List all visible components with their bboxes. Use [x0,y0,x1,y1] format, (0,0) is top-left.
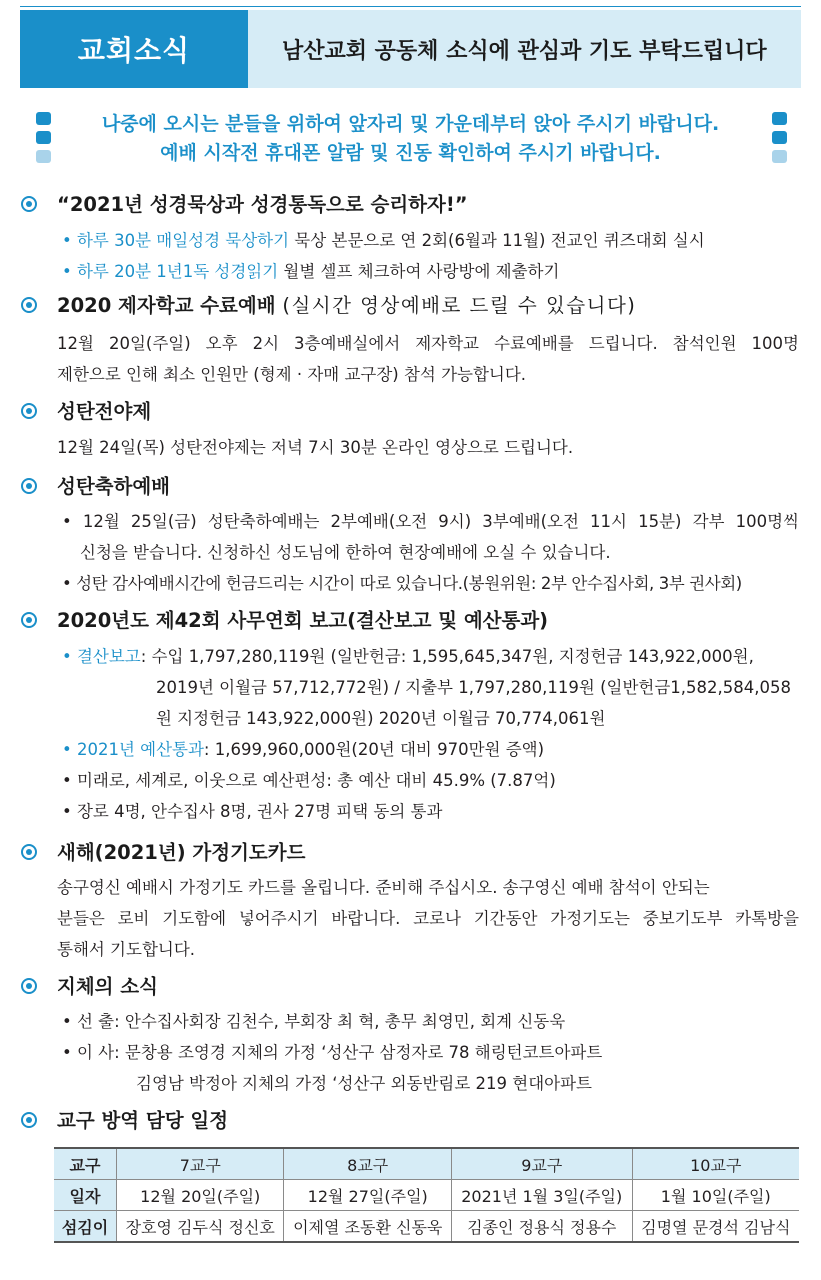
table-cell: 이제열 조동환 신동욱 [284,1211,451,1243]
member-news-line-3: 김영남 박정아 지체의 가정 ‘성산구 외동반림로 219 현대아파트 [136,1074,592,1093]
table-cell: 12월 27일(주일) [284,1180,451,1211]
section-title-member-news: 지체의 소식 [57,975,158,998]
bible-bullet-2-text: 월별 셀프 체크하여 사랑방에 제출하기 [278,262,560,281]
christmas-service-line-2: 신청을 받습니다. 신청하신 성도님에 한하여 현장예배에 오실 수 있습니다. [80,543,611,562]
bullet-circle-icon [21,403,37,419]
bible-bullet-2-highlight: • 하루 20분 1년1독 성경읽기 [62,262,279,281]
christmas-service-line-3: • 성탄 감사예배시간에 헌금드리는 시간이 따로 있습니다.(봉원위원: 2부 안수집사회, 3부 권사회) [62,574,742,593]
table-cell: 7교구 [117,1148,284,1180]
table-cell: 1월 10일(주일) [632,1180,799,1211]
header-top-rule [20,6,801,7]
table-cell: 12월 20일(주일) [117,1180,284,1211]
table-row [54,1180,799,1211]
section-title-quarantine-schedule: 교구 방역 담당 일정 [57,1109,229,1132]
table-cell: 장호영 김두식 정신호 [117,1211,284,1243]
settlement-label: • 결산보고 [62,647,141,666]
header-subtitle: 남산교회 공동체 소식에 관심과 기도 부탁드립니다 [282,38,767,64]
prayer-card-line-2: 분들은 로비 기도함에 넣어주시기 바랍니다. 코로나 기간동안 가정기도는 중보기도부 카톡방을 [57,909,799,928]
bullet-circle-icon [21,612,37,628]
table-cell: 교구 [54,1148,117,1180]
bullet-circle-icon [21,1112,37,1128]
bible-bullet-1-highlight: • 하루 30분 매일성경 묵상하기 [62,231,290,250]
section-title-christmas-service: 성탄축하예배 [57,475,171,498]
bible-bullet-2 [62,258,559,282]
section-title-annual-report: 2020년도 제42회 사무연회 보고(결산보고 및 예산통과) [57,609,549,632]
table-row [54,1211,799,1243]
settlement-line-1: : 수입 1,797,280,119원 (일반헌금: 1,595,645,347원, 지정헌금 143,922,000원, [140,647,754,666]
discipleship-note: (실시간 영상예배로 드릴 수 있습니다) [282,294,637,317]
discipleship-line-1: 12월 20일(주일) 오후 2시 3층예배실에서 제자학교 수료예배를 드립니다. 참석인원 100명 [57,334,799,353]
section-title-discipleship: 2020 제자학교 수료예배 (실시간 영상예배로 드릴 수 있습니다) [57,294,637,317]
report-bullet-3: • 미래로, 세계로, 이웃으로 예산편성: 총 예산 대비 45.9% (7.87억) [62,771,556,790]
report-bullet-settlement [62,643,754,667]
table-cell: 일자 [54,1180,117,1211]
bible-bullet-1 [62,227,705,251]
table-header-row [54,1148,799,1180]
bullet-circle-icon [21,844,37,860]
settlement-line-2: 2019년 이월금 57,712,772원) / 지출부 1,797,280,119원 (일반헌금1,582,584,058 [156,678,791,697]
prayer-card-line-1: 송구영신 예배시 가정기도 카드를 올립니다. 준비해 주십시오. 송구영신 예배 참석이 안되는 [57,878,710,897]
bullet-circle-icon [21,196,37,212]
table-cell: 김종인 정용식 정용수 [451,1211,632,1243]
quarantine-schedule-table [54,1147,799,1243]
table-cell: 2021년 1월 3일(주일) [451,1180,632,1211]
discipleship-line-2: 제한으로 인해 최소 인원만 (형제 · 자매 교구장) 참석 가능합니다. [57,365,527,384]
table-cell: 김명열 문경석 김남식 [632,1211,799,1243]
bible-bullet-1-text: 묵상 본문으로 연 2회(6월과 11월) 전교인 퀴즈대회 실시 [289,231,705,250]
table-cell: 8교구 [284,1148,451,1180]
settlement-line-3: 원 지정헌금 143,922,000원) 2020년 이월금 70,774,061원 [156,709,606,728]
prayer-card-line-3: 통해서 기도합니다. [57,940,196,959]
section-title-prayer-card: 새해(2021년) 가정기도카드 [57,841,306,864]
bullet-circle-icon [21,978,37,994]
member-news-line-1: • 선 출: 안수집사회장 김천수, 부회장 최 혁, 총무 최영민, 회계 신동욱 [62,1012,566,1031]
report-bullet-budget [62,736,544,760]
table-cell: 9교구 [451,1148,632,1180]
member-news-line-2: • 이 사: 문창용 조영경 지체의 가정 ‘성산구 삼정자로 78 해링턴코트아파트 [62,1043,603,1062]
notice-box [20,110,801,168]
christmas-eve-line: 12월 24일(목) 성탄전야제는 저녁 7시 30분 온라인 영상으로 드립니다. [57,438,574,457]
bullet-circle-icon [21,297,37,313]
table-cell: 10교구 [632,1148,799,1180]
bullet-circle-icon [21,478,37,494]
table-cell: 섬김이 [54,1211,117,1243]
report-bullet-4: • 장로 4명, 안수집사 8명, 권사 27명 피택 동의 통과 [62,802,443,821]
section-title-bible: “2021년 성경묵상과 성경통독으로 승리하자!” [57,193,468,216]
budget-label: • 2021년 예산통과 [62,740,204,759]
budget-text: : 1,699,960,000원(20년 대비 970만원 증액) [203,740,545,759]
header-tab-title: 교회소식 [20,10,248,88]
section-title-christmas-eve: 성탄전야제 [57,400,152,423]
christmas-service-line-1: • 12월 25일(금) 성탄축하예배는 2부예배(오전 9시) 3부예배(오전 11시 15분) 각부 100명씩 [62,512,799,531]
notice-line-2: 예배 시작전 휴대폰 알람 및 진동 확인하여 주시기 바랍니다. [160,142,661,164]
page-header [20,10,801,88]
notice-line-1: 나중에 오시는 분들을 위하여 앞자리 및 가운데부터 앉아 주시기 바랍니다. [101,113,720,135]
